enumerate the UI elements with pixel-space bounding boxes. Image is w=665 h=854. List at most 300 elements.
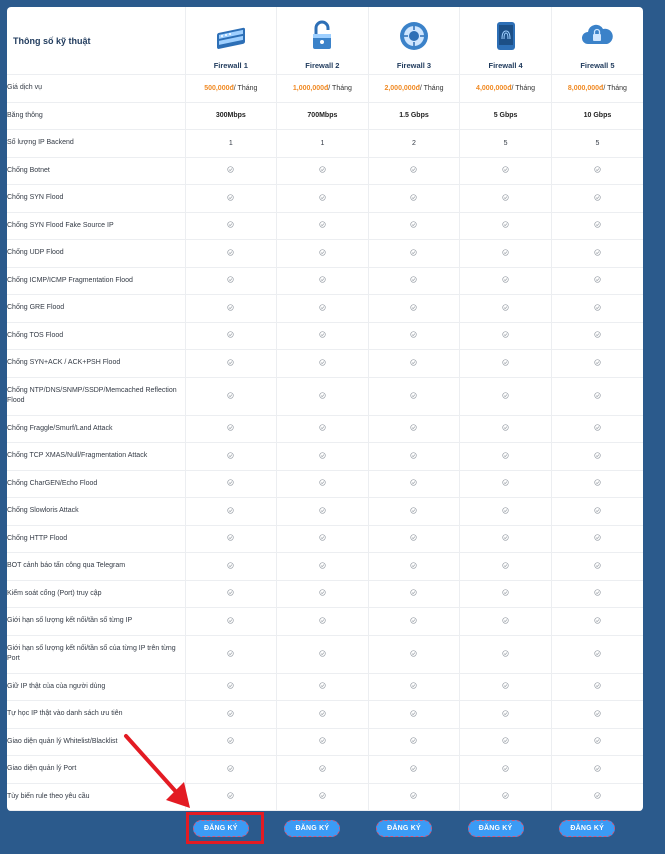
feature-cell	[277, 498, 369, 526]
feature-cell	[277, 185, 369, 213]
feature-cell	[185, 267, 277, 295]
feature-cell	[368, 498, 460, 526]
check-circle-icon	[502, 534, 509, 541]
value-cell: 5	[460, 130, 552, 158]
check-circle-icon	[410, 424, 417, 431]
signup-button-3[interactable]: ĐĂNG KÝ	[376, 820, 432, 837]
feature-cell	[185, 377, 277, 415]
check-circle-icon	[410, 392, 417, 399]
check-circle-icon	[502, 276, 509, 283]
check-circle-icon	[227, 331, 234, 338]
table-row	[7, 783, 643, 811]
check-circle-icon	[319, 452, 326, 459]
feature-cell	[551, 580, 643, 608]
feature-cell	[460, 728, 552, 756]
feature-cell	[551, 673, 643, 701]
feature-cell	[277, 553, 369, 581]
check-circle-icon	[594, 765, 601, 772]
feature-cell	[460, 783, 552, 811]
check-circle-icon	[227, 276, 234, 283]
feature-cell	[551, 525, 643, 553]
check-circle-icon	[594, 392, 601, 399]
check-circle-icon	[227, 452, 234, 459]
check-circle-icon	[319, 479, 326, 486]
check-circle-icon	[227, 507, 234, 514]
feature-cell	[368, 608, 460, 636]
red-arrow-icon	[120, 730, 195, 810]
check-circle-icon	[502, 765, 509, 772]
feature-cell	[368, 673, 460, 701]
value-cell: 1	[185, 130, 277, 158]
feature-cell	[368, 525, 460, 553]
check-circle-icon	[227, 479, 234, 486]
check-circle-icon	[227, 359, 234, 366]
feature-cell	[460, 498, 552, 526]
row-label: Kiểm soát cổng (Port) truy cập	[7, 580, 185, 608]
row-label: Giới hạn số lượng kết nối/tần số từng IP	[7, 608, 185, 636]
feature-cell	[460, 673, 552, 701]
check-circle-icon	[227, 304, 234, 311]
feature-cell	[551, 350, 643, 378]
value-cell: 5	[551, 130, 643, 158]
check-circle-icon	[502, 589, 509, 596]
feature-cell	[551, 608, 643, 636]
check-circle-icon	[319, 650, 326, 657]
feature-cell	[277, 608, 369, 636]
check-circle-icon	[594, 562, 601, 569]
row-label: Chống ICMP/ICMP Fragmentation Flood	[7, 267, 185, 295]
feature-cell	[185, 295, 277, 323]
feature-cell	[277, 157, 369, 185]
price-amount: 8,000,000đ	[567, 84, 604, 92]
feature-cell	[185, 415, 277, 443]
feature-cell	[185, 322, 277, 350]
value-cell: 10 Gbps	[551, 102, 643, 130]
check-circle-icon	[410, 452, 417, 459]
check-circle-icon	[227, 392, 234, 399]
table-row	[7, 130, 643, 158]
row-label: Chống UDP Flood	[7, 240, 185, 268]
feature-cell	[277, 756, 369, 784]
check-circle-icon	[227, 166, 234, 173]
check-circle-icon	[410, 359, 417, 366]
check-circle-icon	[594, 507, 601, 514]
check-circle-icon	[594, 359, 601, 366]
feature-cell	[185, 470, 277, 498]
check-circle-icon	[410, 792, 417, 799]
table-row	[7, 525, 643, 553]
price-cell	[460, 75, 552, 103]
feature-cell	[460, 212, 552, 240]
check-circle-icon	[410, 249, 417, 256]
row-label: Tùy biến rule theo yêu cầu	[7, 783, 185, 811]
check-circle-icon	[319, 792, 326, 799]
feature-cell	[460, 756, 552, 784]
check-circle-icon	[502, 737, 509, 744]
check-circle-icon	[594, 331, 601, 338]
feature-cell	[368, 756, 460, 784]
feature-cell	[277, 212, 369, 240]
table-row	[7, 728, 643, 756]
feature-cell	[551, 157, 643, 185]
feature-cell	[368, 240, 460, 268]
plan-name: Firewall 4	[488, 61, 523, 70]
check-circle-icon	[502, 507, 509, 514]
feature-cell	[368, 443, 460, 471]
row-label: BOT cảnh báo tấn công qua Telegram	[7, 553, 185, 581]
row-label: Giá dịch vụ	[7, 75, 185, 103]
feature-cell	[368, 377, 460, 415]
cloud-lock-icon	[580, 19, 614, 53]
plan-name: Firewall 5	[580, 61, 615, 70]
row-label: Chống Slowloris Attack	[7, 498, 185, 526]
check-circle-icon	[502, 682, 509, 689]
feature-cell	[551, 443, 643, 471]
feature-cell	[185, 673, 277, 701]
feature-cell	[368, 185, 460, 213]
table-row	[7, 185, 643, 213]
check-circle-icon	[319, 331, 326, 338]
check-circle-icon	[227, 765, 234, 772]
check-circle-icon	[227, 194, 234, 201]
feature-cell	[368, 580, 460, 608]
feature-cell	[368, 295, 460, 323]
feature-cell	[551, 295, 643, 323]
check-circle-icon	[410, 617, 417, 624]
check-circle-icon	[227, 221, 234, 228]
feature-cell	[460, 443, 552, 471]
fingerprint-device-icon	[489, 19, 523, 53]
feature-cell	[277, 350, 369, 378]
check-circle-icon	[319, 710, 326, 717]
plan-header-5	[551, 7, 643, 75]
check-circle-icon	[319, 617, 326, 624]
feature-cell	[368, 267, 460, 295]
check-circle-icon	[227, 249, 234, 256]
value-cell: 700Mbps	[277, 102, 369, 130]
check-circle-icon	[410, 479, 417, 486]
check-circle-icon	[319, 682, 326, 689]
plan-name: Firewall 1	[213, 61, 248, 70]
table-row	[7, 608, 643, 636]
feature-cell	[460, 635, 552, 673]
check-circle-icon	[410, 276, 417, 283]
feature-cell	[277, 783, 369, 811]
table-row	[7, 212, 643, 240]
signup-button-2[interactable]: ĐĂNG KÝ	[284, 820, 340, 837]
signup-button-1[interactable]: ĐĂNG KÝ	[193, 820, 249, 837]
feature-cell	[185, 728, 277, 756]
feature-cell	[460, 240, 552, 268]
feature-cell	[185, 635, 277, 673]
feature-cell	[368, 322, 460, 350]
feature-cell	[460, 377, 552, 415]
check-circle-icon	[410, 331, 417, 338]
feature-cell	[551, 377, 643, 415]
check-circle-icon	[410, 194, 417, 201]
row-label: Giao diện quản lý Whitelist/Blacklist	[7, 728, 185, 756]
check-circle-icon	[594, 792, 601, 799]
feature-cell	[277, 295, 369, 323]
feature-cell	[185, 443, 277, 471]
feature-cell	[277, 701, 369, 729]
value-cell: 5 Gbps	[460, 102, 552, 130]
price-cell	[368, 75, 460, 103]
table-row	[7, 470, 643, 498]
check-circle-icon	[227, 792, 234, 799]
feature-cell	[185, 525, 277, 553]
feature-cell	[460, 580, 552, 608]
check-circle-icon	[502, 194, 509, 201]
feature-cell	[185, 240, 277, 268]
check-circle-icon	[319, 221, 326, 228]
feature-cell	[551, 635, 643, 673]
plan-header-2	[277, 7, 369, 75]
price-amount: 4,000,000đ	[476, 84, 512, 92]
check-circle-icon	[319, 194, 326, 201]
feature-cell	[368, 157, 460, 185]
feature-cell	[551, 470, 643, 498]
row-label: Chống Botnet	[7, 157, 185, 185]
check-circle-icon	[319, 304, 326, 311]
check-circle-icon	[594, 166, 601, 173]
check-circle-icon	[594, 710, 601, 717]
check-circle-icon	[319, 166, 326, 173]
feature-cell	[277, 728, 369, 756]
row-label: Chống SYN Flood	[7, 185, 185, 213]
table-row	[7, 701, 643, 729]
table-row	[7, 377, 643, 415]
check-circle-icon	[319, 562, 326, 569]
check-circle-icon	[410, 166, 417, 173]
check-circle-icon	[502, 249, 509, 256]
feature-cell	[185, 157, 277, 185]
check-circle-icon	[410, 534, 417, 541]
feature-cell	[185, 498, 277, 526]
price-amount: 500,000đ	[204, 84, 234, 92]
row-label: Chống GRE Flood	[7, 295, 185, 323]
feature-cell	[460, 322, 552, 350]
value-cell: 1	[277, 130, 369, 158]
table-row	[7, 756, 643, 784]
row-label: Chống SYN+ACK / ACK+PSH Flood	[7, 350, 185, 378]
check-circle-icon	[319, 249, 326, 256]
row-label: Chống HTTP Flood	[7, 525, 185, 553]
table-row	[7, 673, 643, 701]
feature-cell	[185, 756, 277, 784]
feature-cell	[551, 185, 643, 213]
check-circle-icon	[502, 166, 509, 173]
check-circle-icon	[410, 304, 417, 311]
feature-cell	[277, 322, 369, 350]
check-circle-icon	[502, 792, 509, 799]
value-cell: 1.5 Gbps	[368, 102, 460, 130]
check-circle-icon	[410, 562, 417, 569]
feature-cell	[368, 212, 460, 240]
feature-cell	[460, 470, 552, 498]
table-row	[7, 553, 643, 581]
check-circle-icon	[319, 392, 326, 399]
feature-cell	[460, 525, 552, 553]
check-circle-icon	[594, 650, 601, 657]
check-circle-icon	[594, 682, 601, 689]
plan-header-3	[368, 7, 460, 75]
check-circle-icon	[227, 534, 234, 541]
table-row	[7, 240, 643, 268]
feature-cell	[185, 212, 277, 240]
check-circle-icon	[594, 589, 601, 596]
check-circle-icon	[319, 507, 326, 514]
check-circle-icon	[319, 589, 326, 596]
check-circle-icon	[319, 765, 326, 772]
price-cell	[551, 75, 643, 103]
feature-cell	[277, 470, 369, 498]
check-circle-icon	[410, 710, 417, 717]
feature-cell	[277, 673, 369, 701]
feature-cell	[368, 415, 460, 443]
spec-table	[7, 7, 643, 811]
check-circle-icon	[227, 589, 234, 596]
feature-cell	[551, 240, 643, 268]
plan-header-4	[460, 7, 552, 75]
feature-cell	[551, 728, 643, 756]
feature-cell	[551, 267, 643, 295]
check-circle-icon	[502, 452, 509, 459]
check-circle-icon	[410, 682, 417, 689]
check-circle-icon	[502, 221, 509, 228]
feature-cell	[368, 553, 460, 581]
value-cell: 300Mbps	[185, 102, 277, 130]
feature-cell	[551, 756, 643, 784]
feature-cell	[185, 608, 277, 636]
check-circle-icon	[319, 359, 326, 366]
feature-cell	[185, 350, 277, 378]
check-circle-icon	[594, 276, 601, 283]
row-label: Băng thông	[7, 102, 185, 130]
table-row	[7, 157, 643, 185]
signup-buttons-row	[7, 818, 643, 842]
check-circle-icon	[594, 737, 601, 744]
check-circle-icon	[594, 221, 601, 228]
price-cell	[277, 75, 369, 103]
table-row	[7, 580, 643, 608]
check-circle-icon	[502, 710, 509, 717]
table-row	[7, 350, 643, 378]
row-label: Chống TCP XMAS/Null/Fragmentation Attack	[7, 443, 185, 471]
row-label: Chống TOS Flood	[7, 322, 185, 350]
plan-name: Firewall 2	[305, 61, 340, 70]
feature-cell	[551, 212, 643, 240]
table-row	[7, 498, 643, 526]
price-unit: / Tháng	[603, 84, 627, 92]
check-circle-icon	[594, 479, 601, 486]
check-circle-icon	[227, 617, 234, 624]
check-circle-icon	[502, 304, 509, 311]
check-circle-icon	[594, 534, 601, 541]
check-circle-icon	[319, 424, 326, 431]
feature-cell	[185, 580, 277, 608]
price-unit: / Tháng	[233, 84, 258, 92]
check-circle-icon	[319, 534, 326, 541]
feature-cell	[185, 185, 277, 213]
feature-cell	[277, 525, 369, 553]
row-label: Giữ IP thật của của người dùng	[7, 673, 185, 701]
vault-dial-icon	[397, 19, 431, 53]
feature-cell	[277, 240, 369, 268]
feature-cell	[460, 157, 552, 185]
feature-cell	[368, 728, 460, 756]
check-circle-icon	[502, 650, 509, 657]
feature-cell	[460, 701, 552, 729]
feature-cell	[185, 783, 277, 811]
table-row	[7, 102, 643, 130]
price-unit: / Tháng	[328, 84, 352, 92]
price-amount: 1,000,000đ	[292, 84, 329, 92]
price-cell	[185, 75, 277, 103]
feature-cell	[460, 267, 552, 295]
feature-cell	[368, 783, 460, 811]
row-label: Chống SYN Flood Fake Source IP	[7, 212, 185, 240]
check-circle-icon	[227, 682, 234, 689]
feature-cell	[368, 635, 460, 673]
feature-cell	[460, 608, 552, 636]
feature-cell	[551, 783, 643, 811]
check-circle-icon	[319, 276, 326, 283]
row-label: Giao diện quản lý Port	[7, 756, 185, 784]
feature-cell	[368, 701, 460, 729]
check-circle-icon	[227, 737, 234, 744]
table-row	[7, 295, 643, 323]
check-circle-icon	[594, 617, 601, 624]
feature-cell	[185, 701, 277, 729]
check-circle-icon	[594, 249, 601, 256]
server-rack-icon	[214, 19, 248, 53]
unlocked-padlock-icon	[305, 19, 339, 53]
check-circle-icon	[502, 359, 509, 366]
table-row	[7, 443, 643, 471]
price-unit: / Tháng	[419, 84, 444, 92]
signup-button-4[interactable]: ĐĂNG KÝ	[468, 820, 524, 837]
check-circle-icon	[410, 221, 417, 228]
feature-cell	[368, 350, 460, 378]
check-circle-icon	[502, 424, 509, 431]
feature-cell	[460, 350, 552, 378]
feature-cell	[460, 553, 552, 581]
check-circle-icon	[594, 452, 601, 459]
feature-cell	[277, 267, 369, 295]
price-amount: 2,000,000đ	[384, 84, 420, 92]
check-circle-icon	[227, 650, 234, 657]
table-row	[7, 267, 643, 295]
signup-button-5[interactable]: ĐĂNG KÝ	[559, 820, 615, 837]
check-circle-icon	[410, 589, 417, 596]
row-label: Số lượng IP Backend	[7, 130, 185, 158]
feature-cell	[277, 635, 369, 673]
table-row	[7, 415, 643, 443]
check-circle-icon	[502, 617, 509, 624]
row-label: Tự học IP thật vào danh sách ưu tiên	[7, 701, 185, 729]
plan-header-1	[185, 7, 277, 75]
check-circle-icon	[502, 392, 509, 399]
plan-name: Firewall 3	[396, 61, 432, 70]
table-row	[7, 635, 643, 673]
feature-cell	[551, 701, 643, 729]
price-unit: / Tháng	[511, 84, 536, 92]
check-circle-icon	[594, 304, 601, 311]
check-circle-icon	[410, 650, 417, 657]
pricing-card	[7, 7, 643, 811]
check-circle-icon	[227, 562, 234, 569]
